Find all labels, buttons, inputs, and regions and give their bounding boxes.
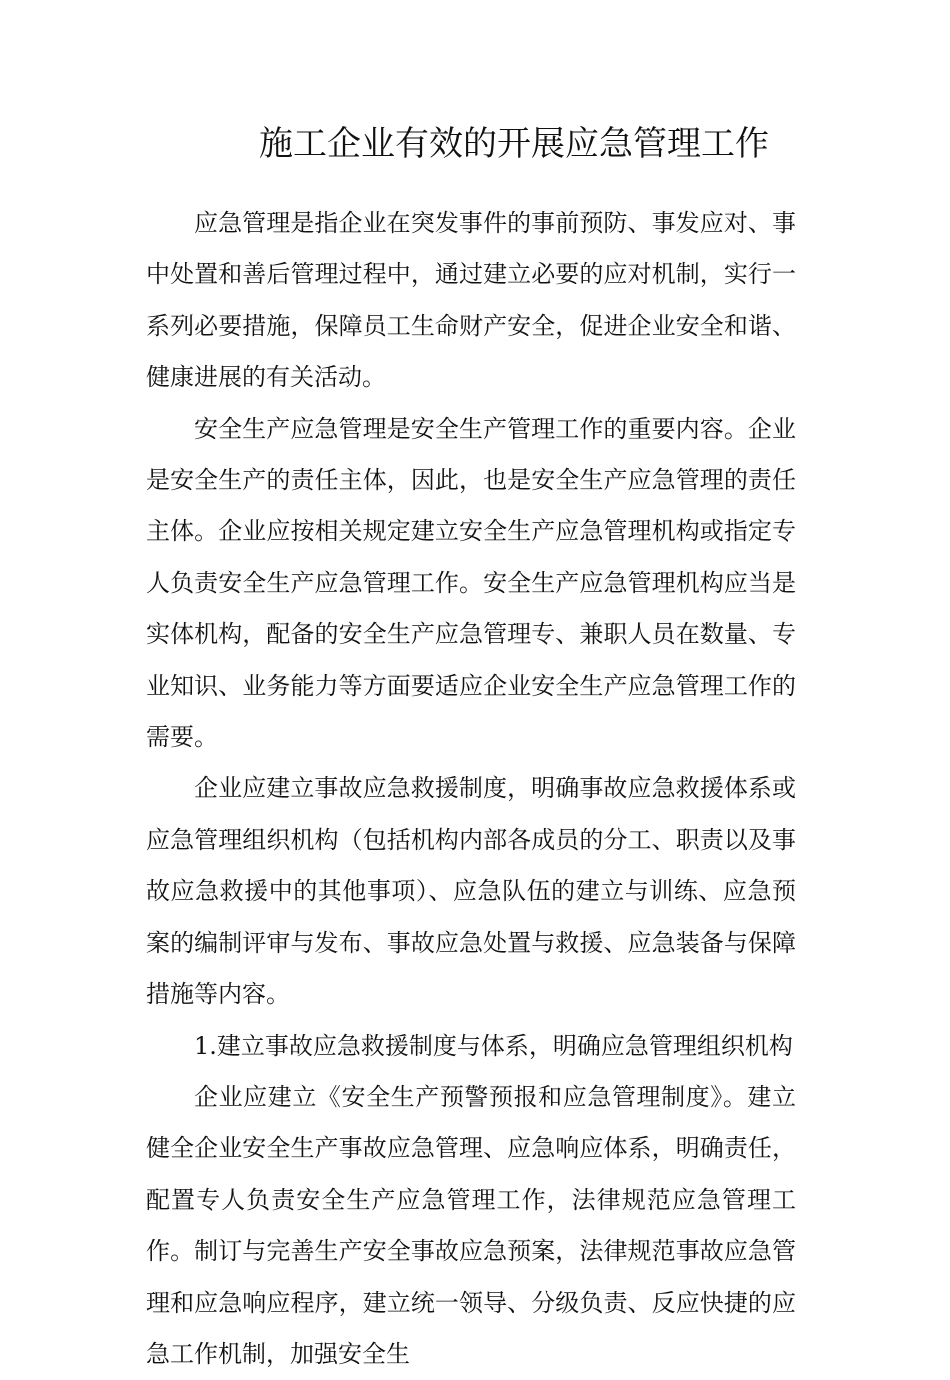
section-heading-1: 1.建立事故应急救援制度与体系，明确应急管理组织机构 [194, 1031, 793, 1060]
document-page [146, 118, 796, 1380]
paragraph-4: 企业应建立《安全生产预警预报和应急管理制度》。建立健全企业安全生产事故应急管理、应急响应体系，明确责任，配置专人负责安全生产应急管理工作，法律规范应急管理工作。制订与完善生产安全事故应急预案，法律规范事故应急管理和应急响应程序，建立统一领导、分级负责、反应快捷的应急工作机制，加强安全生 [146, 1082, 796, 1368]
paragraph-3: 企业应建立事故应急救援制度，明确事故应急救援体系或应急管理组织机构（包括机构内部各成员的分工、职责以及事故应急救援中的其他事项）、应急队伍的建立与训练、应急预案的编制评审与发布、事故应急处置与救援、应急装备与保障措施等内容。 [146, 774, 796, 1009]
document-title: 施工企业有效的开展应急管理工作 [259, 124, 769, 164]
paragraph-2: 安全生产应急管理是安全生产管理工作的重要内容。企业是安全生产的责任主体，因此，也是安全生产应急管理的责任主体。企业应按相关规定建立安全生产应急管理机构或指定专人负责安全生产应急管理工作。安全生产应急管理机构应当是实体机构，配备的安全生产应急管理专、兼职人员在数量、专业知识、业务能力等方面要适应企业安全生产应急管理工作的需要。 [146, 414, 796, 752]
paragraph-1: 应急管理是指企业在突发事件的事前预防、事发应对、事中处置和善后管理过程中，通过建立必要的应对机制，实行一系列必要措施，保障员工生命财产安全，促进企业安全和谐、健康进展的有关活动。 [146, 209, 796, 392]
